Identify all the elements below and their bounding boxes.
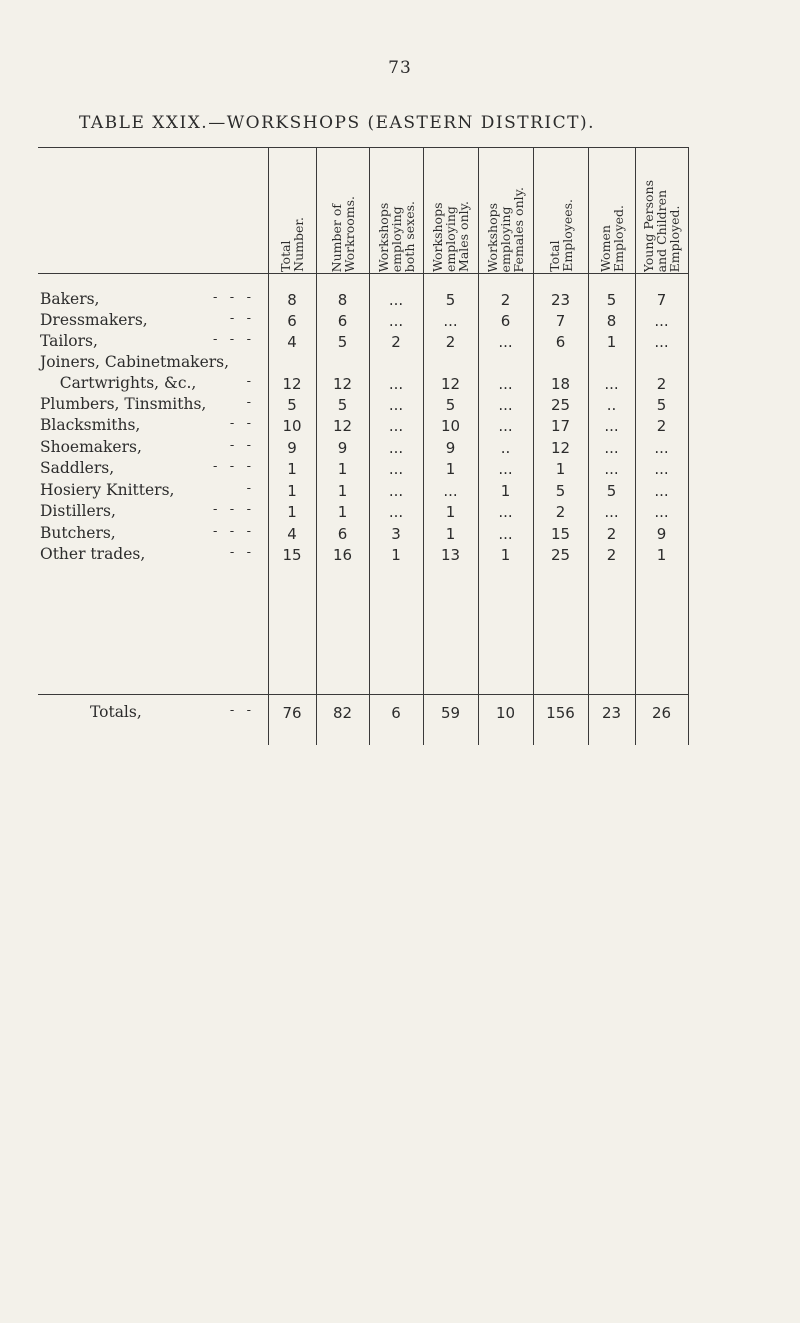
totals-cell: 23 xyxy=(601,704,622,722)
table-cell: 12 xyxy=(282,375,302,393)
header-rule xyxy=(38,273,688,274)
table-cell: 2 xyxy=(656,375,667,393)
column-header xyxy=(478,147,533,272)
table-cell: ... xyxy=(388,396,404,414)
table-cell: 7 xyxy=(656,291,667,309)
table-cell: 17 xyxy=(550,417,571,435)
table-cell: 1 xyxy=(500,546,511,564)
row-label-text: Plumbers, Tinsmiths, xyxy=(40,395,207,413)
row-label-text: Saddlers, xyxy=(40,459,115,477)
table-cell: 2 xyxy=(445,333,456,351)
table-cell: 6 xyxy=(500,312,511,330)
totals-cell: 6 xyxy=(391,704,401,722)
table-cell: 15 xyxy=(550,525,571,543)
column-header xyxy=(369,147,423,272)
row-label xyxy=(40,481,265,499)
row-label-text: Tailors, xyxy=(40,332,98,350)
row-label xyxy=(40,374,265,392)
table-cell: ... xyxy=(654,312,669,330)
row-label xyxy=(40,545,265,563)
column-header-label: Number of Workrooms. xyxy=(328,195,357,272)
table-cell: ... xyxy=(388,439,404,457)
column-header-label: Workshops employing Males only. xyxy=(430,201,471,272)
table-cell: 1 xyxy=(337,460,348,478)
table-cell: 13 xyxy=(440,546,461,564)
table-cell: 23 xyxy=(550,291,571,309)
table-cell: 1 xyxy=(337,503,348,521)
row-label xyxy=(40,311,265,329)
table-cell: 1 xyxy=(445,525,456,543)
table-cell: .. xyxy=(606,396,617,414)
column-header xyxy=(635,147,688,272)
table-cell: 5 xyxy=(606,482,617,500)
table-cell: 2 xyxy=(656,417,667,435)
row-leader-dashes: - - - xyxy=(213,524,251,539)
table-cell: ... xyxy=(604,417,619,435)
table-cell: 3 xyxy=(391,525,401,543)
table-cell: ... xyxy=(388,482,404,500)
table-cell: 6 xyxy=(337,312,348,330)
table-cell: ... xyxy=(388,291,404,309)
table-cell: 2 xyxy=(606,525,617,543)
totals-cell: 10 xyxy=(495,704,516,722)
table-cell: 2 xyxy=(391,333,401,351)
totals-cell: 82 xyxy=(332,704,353,722)
row-leader-dashes xyxy=(251,353,265,371)
row-leader-dashes: - - xyxy=(229,703,251,718)
table-cell: 5 xyxy=(337,333,348,351)
table-cell: ... xyxy=(388,312,404,330)
table-cell: 8 xyxy=(337,291,348,309)
row-leader-dashes: - xyxy=(246,481,251,496)
table-cell: 1 xyxy=(555,460,566,478)
column-header-label: Women Employed. xyxy=(597,205,626,272)
table-cell: 6 xyxy=(287,312,297,330)
column-header xyxy=(588,147,635,272)
table-cell: ... xyxy=(604,375,619,393)
column-header-label: Workshops employing both sexes. xyxy=(375,200,417,272)
row-label xyxy=(40,290,265,308)
table-cell: ... xyxy=(388,460,404,478)
table-cell: 4 xyxy=(287,525,297,543)
table-cell: ... xyxy=(654,482,669,500)
column-header xyxy=(423,147,478,272)
table-cell: ... xyxy=(443,482,458,500)
totals-rule xyxy=(38,694,688,695)
table-cell: 9 xyxy=(287,439,297,457)
totals-cell: 156 xyxy=(546,704,575,722)
column-header xyxy=(316,147,369,272)
table-cell: 5 xyxy=(606,291,617,309)
table-cell: 9 xyxy=(337,439,348,457)
table-cell: ... xyxy=(604,503,619,521)
table-cell: ... xyxy=(498,503,513,521)
column-header-label: Young Persons and Children Employed. xyxy=(641,179,682,272)
table-cell: ... xyxy=(443,312,458,330)
table-cell: ... xyxy=(388,375,404,393)
column-divider xyxy=(688,147,689,745)
table-cell: ... xyxy=(604,460,619,478)
table-cell: 5 xyxy=(445,291,456,309)
table-cell: 2 xyxy=(606,546,617,564)
table-cell: 1 xyxy=(391,546,401,564)
table-cell: ... xyxy=(498,396,513,414)
row-leader-dashes: - - xyxy=(229,438,251,453)
table-cell: ... xyxy=(498,460,513,478)
row-leader-dashes: - - xyxy=(229,311,251,326)
table-cell: 5 xyxy=(287,396,297,414)
table-cell: ... xyxy=(498,417,513,435)
totals-cell: 59 xyxy=(440,704,461,722)
table-cell: 6 xyxy=(337,525,348,543)
row-label xyxy=(40,416,265,434)
row-label-text: Cartwrights, &c., xyxy=(40,374,197,392)
column-header-label: Total Number. xyxy=(278,217,306,272)
row-label-text: Other trades, xyxy=(40,545,146,563)
row-label xyxy=(40,353,265,371)
table-cell: 1 xyxy=(656,546,667,564)
row-label xyxy=(40,524,265,542)
row-leader-dashes: - - xyxy=(229,416,251,431)
row-label xyxy=(40,502,265,520)
table-cell: ... xyxy=(654,460,669,478)
totals-cell: 26 xyxy=(651,704,672,722)
totals-cell: 76 xyxy=(282,704,302,722)
row-leader-dashes: - xyxy=(246,374,251,389)
table-cell: ... xyxy=(388,417,404,435)
table-cell: 9 xyxy=(656,525,667,543)
table-cell: 5 xyxy=(656,396,667,414)
table-cell: ... xyxy=(654,333,669,351)
table-cell: 1 xyxy=(606,333,617,351)
row-label-text: Joiners, Cabinetmakers, xyxy=(40,353,230,371)
table-cell: 1 xyxy=(287,503,297,521)
table-cell: ... xyxy=(654,503,669,521)
row-leader-dashes: - - - xyxy=(213,332,251,347)
row-label-text: Dressmakers, xyxy=(40,311,148,329)
column-header xyxy=(533,147,588,272)
row-label xyxy=(40,332,265,350)
table-cell: 10 xyxy=(282,417,302,435)
column-header-label: Workshops employing Females only. xyxy=(485,186,526,272)
table-cell: ... xyxy=(604,439,619,457)
row-leader-dashes: - - xyxy=(229,545,251,560)
column-header xyxy=(268,147,316,272)
table-cell: ... xyxy=(498,333,513,351)
row-label xyxy=(40,438,265,456)
row-label-text: Totals, xyxy=(90,703,142,721)
table-cell: 18 xyxy=(550,375,571,393)
table-cell: 1 xyxy=(445,503,456,521)
row-label-text: Shoemakers, xyxy=(40,438,142,456)
table-cell: ... xyxy=(498,525,513,543)
row-leader-dashes: - xyxy=(246,395,251,410)
table-cell: 1 xyxy=(500,482,511,500)
table-cell: 12 xyxy=(550,439,571,457)
table-cell: 12 xyxy=(440,375,461,393)
table-cell: .. xyxy=(500,439,511,457)
row-label-text: Butchers, xyxy=(40,524,116,542)
page-number: 73 xyxy=(388,58,412,78)
totals-label-row xyxy=(90,703,265,721)
table-cell: 1 xyxy=(287,460,297,478)
row-label-text: Bakers, xyxy=(40,290,100,308)
row-label-text: Distillers, xyxy=(40,502,116,520)
table-cell: ... xyxy=(498,375,513,393)
table-cell: 4 xyxy=(287,333,297,351)
table-cell: 25 xyxy=(550,396,571,414)
table-cell: 8 xyxy=(606,312,617,330)
row-leader-dashes: - - - xyxy=(213,459,251,474)
table-cell: 16 xyxy=(332,546,353,564)
table-cell: 5 xyxy=(337,396,348,414)
table-cell: 10 xyxy=(440,417,461,435)
table-cell: 2 xyxy=(500,291,511,309)
row-leader-dashes: - - - xyxy=(213,290,251,305)
table-cell: 1 xyxy=(287,482,297,500)
row-label xyxy=(40,395,265,413)
row-leader-dashes: - - - xyxy=(213,502,251,517)
table-cell: 12 xyxy=(332,417,353,435)
table-cell: 9 xyxy=(445,439,456,457)
table-cell: 2 xyxy=(555,503,566,521)
row-label xyxy=(40,459,265,477)
table-cell: 1 xyxy=(445,460,456,478)
table-cell: 25 xyxy=(550,546,571,564)
table-cell: ... xyxy=(654,439,669,457)
table-cell: 7 xyxy=(555,312,566,330)
table-cell: 5 xyxy=(555,482,566,500)
table-cell: 8 xyxy=(287,291,297,309)
table-cell: 5 xyxy=(445,396,456,414)
table-cell: 15 xyxy=(282,546,302,564)
row-label-text: Hosiery Knitters, xyxy=(40,481,175,499)
column-header-label: Total Employees. xyxy=(546,199,575,272)
table-cell: 12 xyxy=(332,375,353,393)
row-label-text: Blacksmiths, xyxy=(40,416,141,434)
table-cell: 1 xyxy=(337,482,348,500)
table-cell: ... xyxy=(388,503,404,521)
table-cell: 6 xyxy=(555,333,566,351)
table-title: TABLE XXIX.—WORKSHOPS (EASTERN DISTRICT). xyxy=(79,113,596,133)
